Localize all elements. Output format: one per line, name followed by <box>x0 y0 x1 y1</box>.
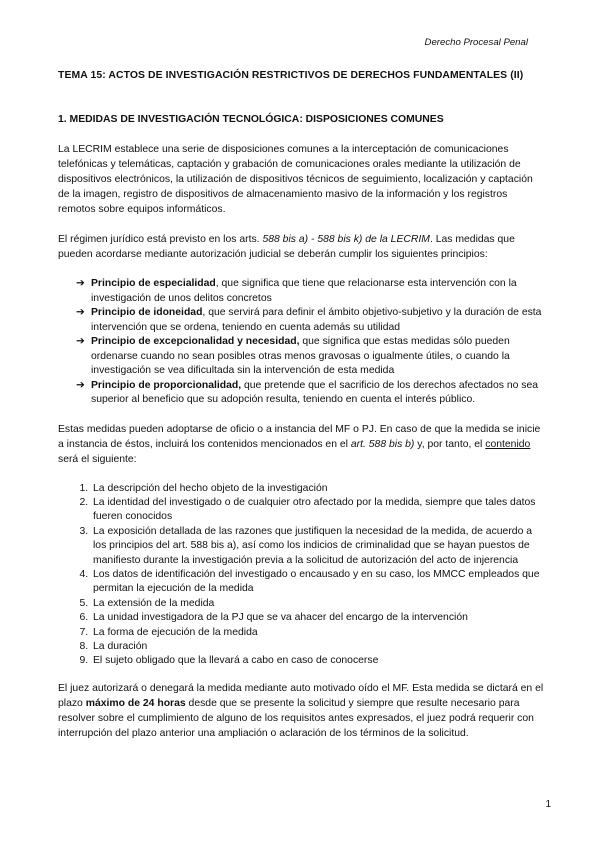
arrow-bullet-icon: ➔ <box>76 307 85 318</box>
judge-paragraph <box>58 681 546 741</box>
document-title: TEMA 15: ACTOS DE INVESTIGACIÓN RESTRICTIVOS DE DERECHOS FUNDAMENTALES (II) <box>58 70 524 81</box>
article-reference: art. 588 bis b) <box>350 438 415 450</box>
adoption-text-after: será el siguiente: <box>58 453 137 465</box>
adoption-paragraph <box>58 422 546 467</box>
running-header: Derecho Procesal Penal <box>424 37 528 48</box>
content-item: 7. La forma de ejecución de la medida <box>91 626 546 640</box>
page-number: 1 <box>545 799 551 810</box>
content-item: 6. La unidad investigadora de la PJ que se va ahacer del encargo de la intervención <box>91 611 546 625</box>
arrow-bullet-icon: ➔ <box>76 379 85 391</box>
principle-item <box>76 335 546 379</box>
principle-text: que significa que estas medidas sólo pueden ordenarse cuando no sean posibles otras menos gravosas o igualmente útiles, o cuando la investigación se vea dificultada sin la intervención de esta medida <box>91 336 510 376</box>
principle-text: que pretende que el sacrificio de los derechos afectados no sea superior al beneficio que su adopción resulta, teniendo en cuenta el interés público. <box>91 379 539 405</box>
arrow-bullet-icon: ➔ <box>76 336 85 347</box>
principle-item <box>76 306 546 335</box>
content-item: 9. El sujeto obligado que la llevará a cabo en caso de conocerse <box>91 654 546 668</box>
section-heading: 1. MEDIDAS DE INVESTIGACIÓN TECNOLÓGICA: DISPOSICIONES COMUNES <box>58 114 444 125</box>
deadline-emphasis: máximo de 24 horas <box>85 697 186 709</box>
principle-name: Principio de proporcionalidad, <box>91 379 242 391</box>
legal-regime-paragraph <box>58 232 546 262</box>
principle-text: , que significa que tiene que relacionarse esta intervención con la investigación de unos delitos concretos <box>91 278 517 304</box>
adoption-text-before: Estas medidas pueden adoptarse de oficio o a instancia del MF o PJ. En caso de que la medida se inicie a instancia de éstos, incluirá los contenidos mencionados en el <box>58 423 541 450</box>
principles-list <box>58 277 546 408</box>
principle-item <box>76 277 546 306</box>
content-item: 2. La identidad del investigado o de cualquier otro afectado por la medida, siempre que tales datos fueren conocidos <box>91 496 546 525</box>
underlined-term: contenido <box>485 438 531 450</box>
document-body <box>58 70 546 756</box>
legal-reference: 588 bis a) - 588 bis k) de la LECRIM <box>262 234 430 245</box>
principle-name: Principio de excepcionalidad y necesidad, <box>91 336 300 347</box>
principle-item <box>76 379 546 408</box>
content-item: 3. La exposición detallada de las razones que justifiquen la necesidad de la medida, de acuerdo a los principios del art. 588 bis a), así como los indicios de criminalidad que se hayan puestos de manifiesto durante la investigación previa a la solicitud de autorización del acto de injerencia <box>91 525 546 568</box>
principle-name: Principio de idoneidad <box>91 307 203 318</box>
legal-regime-text-before: El régimen jurídico está previsto en los arts. <box>58 234 263 245</box>
judge-text-before: El juez autorizará o denegará la medida mediante auto motivado oído el MF. Esta medida se dictará en el plazo <box>58 682 544 709</box>
principle-name: Principio de especialidad <box>91 278 216 289</box>
principle-text: , que servirá para definir el ámbito objetivo-subjetivo y la duración de esta intervención que se ordena, teniendo en cuenta además su utilidad <box>91 307 542 333</box>
arrow-bullet-icon: ➔ <box>76 278 85 289</box>
content-item: 1. La descripción del hecho objeto de la investigación <box>91 482 546 496</box>
adoption-text-middle: y, por tanto, el <box>414 438 486 450</box>
content-item: 5. La extensión de la medida <box>91 597 546 611</box>
contents-list <box>58 482 546 669</box>
content-item: 8. La duración <box>91 640 546 654</box>
intro-paragraph: La LECRIM establece una serie de disposiciones comunes a la interceptación de comunicaciones telefónicas y telemáticas, captación y grabación de comunicaciones orales mediante la utilización de dispositivos electrónicos, la utilización de dispositivos técnicos de seguimiento, localización y captación de la imagen, registro de dispositivos de almacenamiento masivo de la información y los registros remotos sobre equipos informáticos. <box>58 144 533 215</box>
legal-regime-text-after: . Las medidas que pueden acordarse mediante autorización judicial se deberán cumplir los siguientes principios: <box>58 234 515 260</box>
judge-text-after: desde que se presente la solicitud y siempre que resulte necesario para resolver sobre el cumplimiento de alguno de los requisitos antes expresados, el juez podrá requerir con interrupción del plazo anterior una ampliación o aclaración de los términos de la solicitud. <box>58 697 534 739</box>
content-item: 4. Los datos de identificación del investigado o encausado y en su caso, los MMCC empleados que permitan la ejecución de la medida <box>91 568 546 597</box>
